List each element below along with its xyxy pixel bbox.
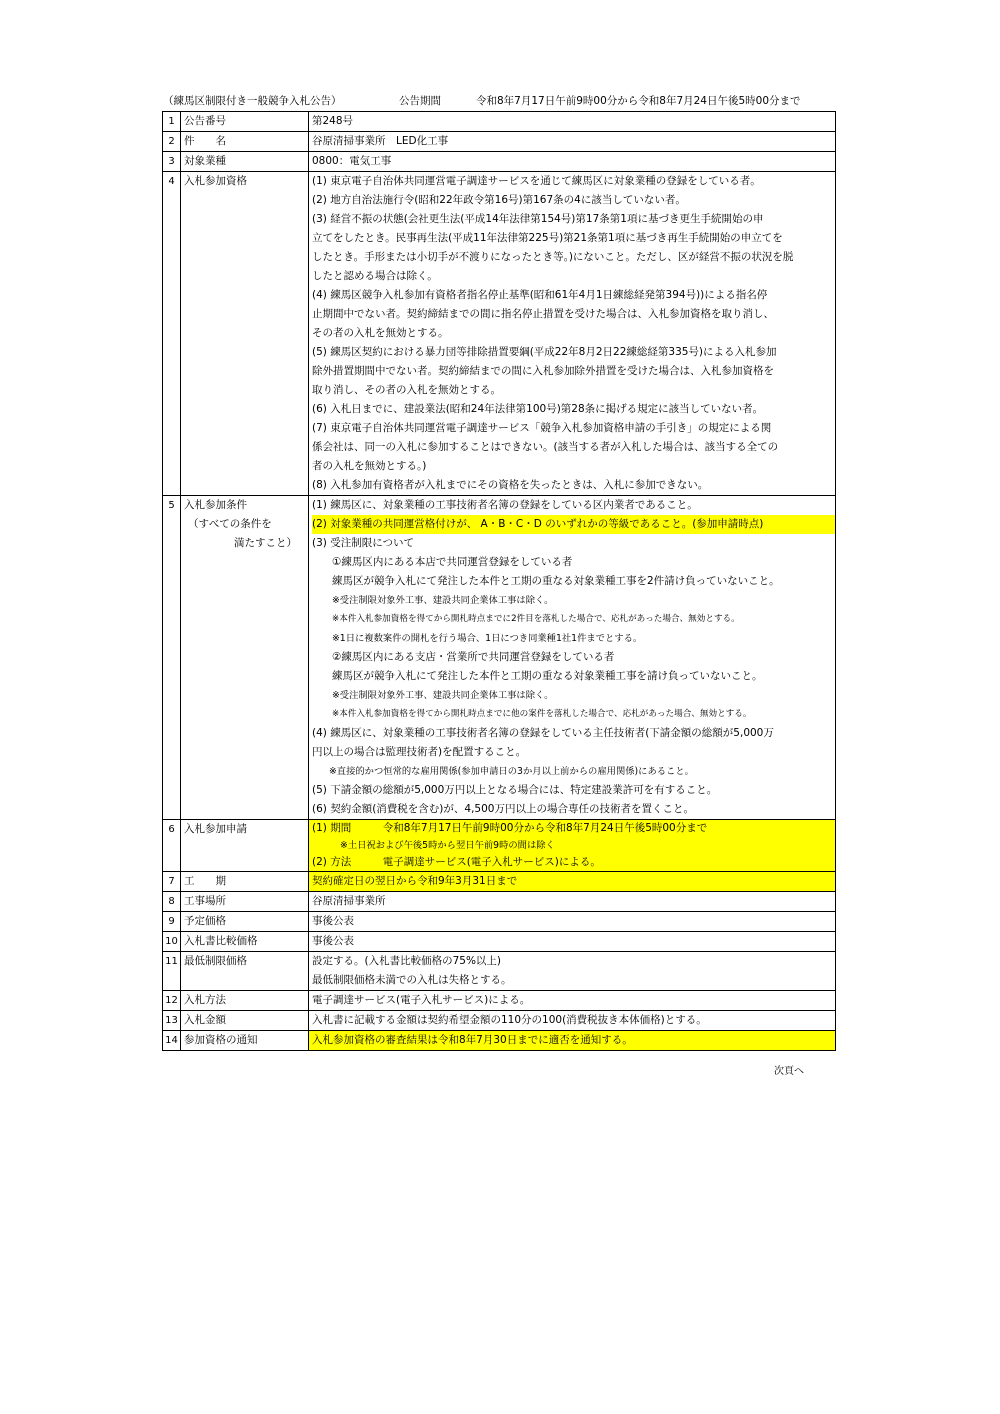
notice-header (163, 93, 843, 109)
row-label: 入札方法 (181, 991, 309, 1011)
next-page-label: 次頁へ (774, 1066, 804, 1077)
table-row (163, 991, 836, 1011)
row-content (309, 172, 836, 496)
row-label: 参加資格の通知 (181, 1031, 309, 1051)
condition-note: ※受注制限対象外工事、建設共同企業体工事は除く。 (332, 690, 554, 701)
row-content: 契約確定日の翌日から令和9年3月31日まで (309, 872, 836, 892)
row-content: 入札参加資格の審査結果は令和8年7月30日までに適否を通知する。 (309, 1031, 836, 1051)
condition-line: (4) 練馬区に、対象業種の工事技術者名簿の登録をしている主任技術者(下請金額の総額が5,000万 (312, 727, 774, 739)
application-line: (2) 方法 電子調達サービス(電子入札サービス)による。 (312, 856, 601, 868)
row-number: 11 (163, 952, 181, 991)
row-label: 入札参加資格 (181, 172, 309, 496)
row-number: 10 (163, 932, 181, 952)
condition-line: 円以上の場合は監理技術者)を配置すること。 (312, 746, 527, 758)
row-number: 2 (163, 132, 181, 152)
qualification-line: したと認める場合は除く。 (312, 270, 438, 282)
row-content: 事後公表 (309, 912, 836, 932)
table-row (163, 1011, 836, 1031)
table-row (163, 912, 836, 932)
row-content: 事後公表 (309, 932, 836, 952)
row-number: 14 (163, 1031, 181, 1051)
row-label: 入札金額 (181, 1011, 309, 1031)
qualification-line: (3) 経営不振の状態(会社更生法(平成14年法律第154号)第17条第1項に基づき更生手続開始の申 (312, 213, 764, 225)
table-row (163, 820, 836, 872)
qualification-line: 除外措置期間中でない者。契約締結までの間に入札参加除外措置を受けた場合は、入札参加資格を (312, 365, 774, 377)
period-label: 公告期間 (399, 95, 441, 107)
qualification-line: 立てをしたとき。民事再生法(平成11年法律第225号)第21条第1項に基づき再生手続開始の申立てを (312, 232, 783, 244)
row-label: 公告番号 (181, 112, 309, 132)
row-label: 件 名 (181, 132, 309, 152)
qualification-line: (2) 地方自治法施行令(昭和22年政令第16号)第167条の4に該当していない者。 (312, 194, 686, 206)
table-row (163, 932, 836, 952)
condition-line: (6) 契約金額(消費税を含む)が、4,500万円以上の場合専任の技術者を置くこと。 (312, 803, 694, 815)
notice-table (162, 111, 836, 1051)
table-row (163, 112, 836, 132)
table-row (163, 172, 836, 496)
qualification-line: (8) 入札参加有資格者が入札までにその資格を失ったときは、入札に参加できない。 (312, 479, 709, 491)
qualification-line: (5) 練馬区契約における暴力団等排除措置要綱(平成22年8月2日22練総経第335号)による入札参加 (312, 346, 777, 358)
row-number: 12 (163, 991, 181, 1011)
row-label: 工 期 (181, 872, 309, 892)
application-note: ※土日祝および午後5時から翌日午前9時の間は除く (340, 840, 555, 851)
row-label: 対象業種 (181, 152, 309, 172)
condition-line: ①練馬区内にある本店で共同運営登録をしている者 (332, 556, 573, 568)
row-label: 入札参加条件 （すべての条件を 満たすこと） (181, 496, 309, 820)
row-content: 設定する。(入札書比較価格の75%以上) 最低制限価格未満での入札は失格とする。 (309, 952, 836, 991)
qualification-line: 者の入札を無効とする。) (312, 460, 427, 472)
row-label: 予定価格 (181, 912, 309, 932)
table-row (163, 1031, 836, 1051)
table-row (163, 872, 836, 892)
row-label: 最低制限価格 (181, 952, 309, 991)
table-row (163, 892, 836, 912)
row-number: 5 (163, 496, 181, 820)
row-number: 13 (163, 1011, 181, 1031)
row-number: 9 (163, 912, 181, 932)
row-content: 谷原清掃事業所 (309, 892, 836, 912)
condition-line: (3) 受注制限について (312, 537, 415, 549)
table-row (163, 152, 836, 172)
row-content (309, 820, 836, 872)
qualification-line: (7) 東京電子自治体共同運営電子調達サービス「競争入札参加資格申請の手引き」の規定による関 (312, 422, 772, 434)
row-content: 谷原清掃事業所 LED化工事 (309, 132, 836, 152)
table-row (163, 132, 836, 152)
condition-note: ※1日に複数案件の開札を行う場合、1日につき同業種1社1件までとする。 (332, 633, 643, 644)
qualification-line: したとき。手形または小切手が不渡りになったとき等。)にないこと。ただし、区が経営不振の状況を脱 (312, 251, 794, 263)
row-content (309, 496, 836, 820)
table-row (163, 496, 836, 820)
condition-line-highlighted: (2) 対象業種の共同運営格付けが、 A・B・C・D のいずれかの等級であること。(参加申請時点) (312, 515, 835, 534)
condition-line: (5) 下請金額の総額が5,000万円以上となる場合には、特定建設業許可を有すること。 (312, 784, 718, 796)
qualification-line: 取り消し、その者の入札を無効とする。 (312, 384, 501, 396)
condition-line: ②練馬区内にある支店・営業所で共同運営登録をしている者 (332, 651, 615, 663)
row-number: 7 (163, 872, 181, 892)
qualification-line: 係会社は、同一の入札に参加することはできない。(該当する者が入札した場合は、該当する全ての (312, 441, 779, 453)
row-number: 6 (163, 820, 181, 872)
qualification-line: 止期間中でない者。契約締結までの間に指名停止措置を受けた場合は、入札参加資格を取り消し、 (312, 308, 774, 320)
condition-note: ※受注制限対象外工事、建設共同企業体工事は除く。 (332, 595, 554, 606)
notice-category: （練馬区制限付き一般競争入札公告） (163, 95, 342, 107)
condition-line: 練馬区が競争入札にて発注した本件と工期の重なる対象業種工事を2件請け負っていないこと。 (332, 575, 780, 587)
qualification-line: (6) 入札日までに、建設業法(昭和24年法律第100号)第28条に掲げる規定に該当していない者。 (312, 403, 764, 415)
condition-line: (1) 練馬区に、対象業種の工事技術者名簿の登録をしている区内業者であること。 (312, 499, 698, 511)
row-label: 工事場所 (181, 892, 309, 912)
row-content: 0800：電気工事 (309, 152, 836, 172)
qualification-line: その者の入札を無効とする。 (312, 327, 449, 339)
row-content: 電子調達サービス(電子入札サービス)による。 (309, 991, 836, 1011)
qualification-line: (1) 東京電子自治体共同運営電子調達サービスを通じて練馬区に対象業種の登録をしている者。 (312, 175, 761, 187)
row-number: 8 (163, 892, 181, 912)
row-content: 入札書に記載する金額は契約希望金額の110分の100(消費税抜き本体価格)とする。 (309, 1011, 836, 1031)
application-line: (1) 期間 令和8年7月17日午前9時00分から令和8年7月24日午後5時00分まで (312, 822, 708, 834)
row-content: 第248号 (309, 112, 836, 132)
table-row (163, 952, 836, 991)
row-number: 1 (163, 112, 181, 132)
row-label: 入札書比較価格 (181, 932, 309, 952)
condition-line: 練馬区が競争入札にて発注した本件と工期の重なる対象業種工事を請け負っていないこと。 (332, 670, 763, 682)
condition-note: ※直接的かつ恒常的な雇用関係(参加申請日の3か月以上前からの雇用関係)にあること。 (329, 766, 694, 777)
condition-note: ※本件入札参加資格を得てから開札時点までに他の案件を落札した場合で、応札があった場合、無効とする。 (332, 709, 752, 719)
row-label: 入札参加申請 (181, 820, 309, 872)
condition-note: ※本件入札参加資格を得てから開札時点までに2件目を落札した場合で、応札があった場合、無効とする。 (332, 614, 740, 624)
row-number: 4 (163, 172, 181, 496)
qualification-line: (4) 練馬区競争入札参加有資格者指名停止基準(昭和61年4月1日練総経発第394号))による指名停 (312, 289, 768, 301)
row-number: 3 (163, 152, 181, 172)
period-value: 令和8年7月17日午前9時00分から令和8年7月24日午後5時00分まで (476, 95, 801, 107)
